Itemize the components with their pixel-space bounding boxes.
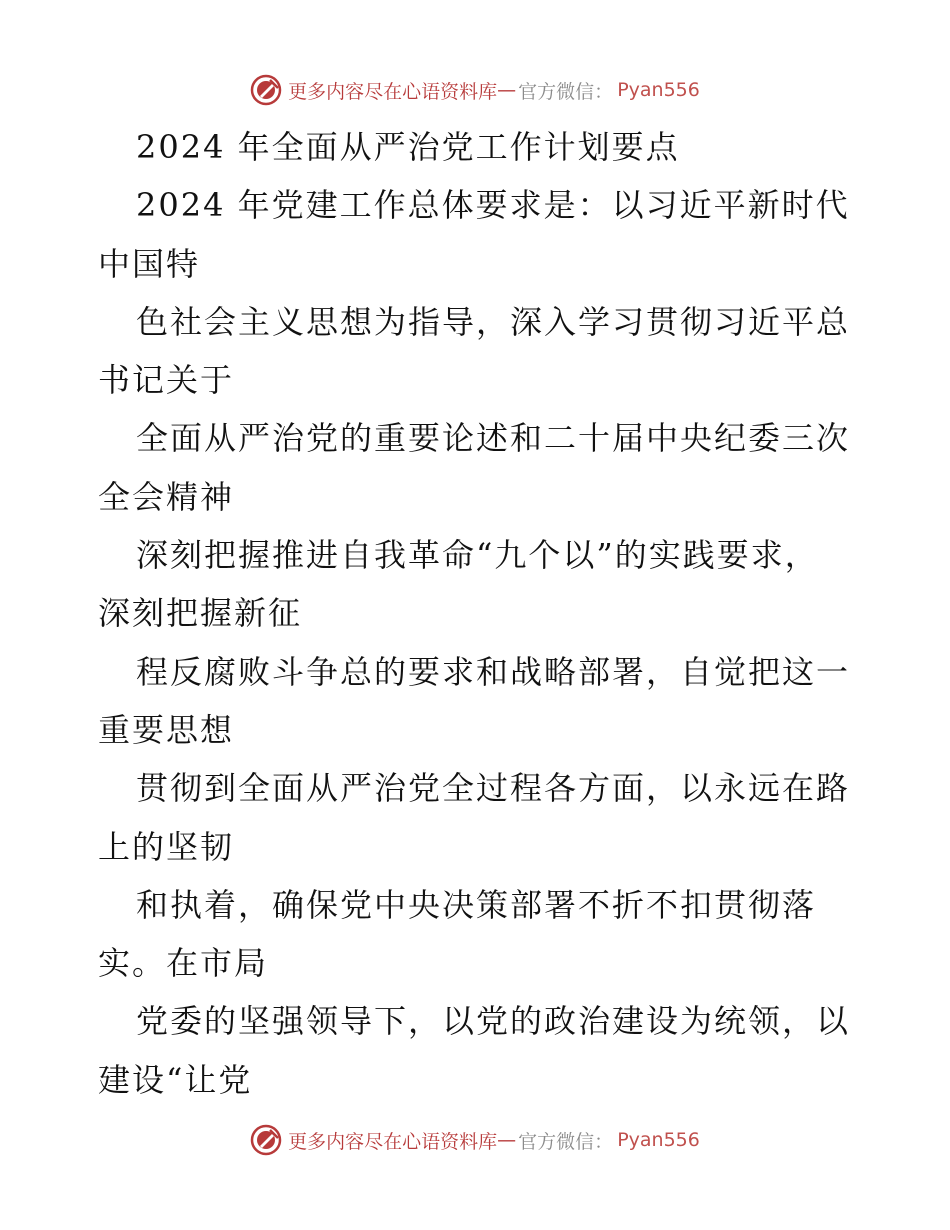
text-line: 建设“让党 xyxy=(98,1060,253,1099)
watermark-handle: Pyan556 xyxy=(617,79,700,101)
text-line: 中国特 xyxy=(98,244,201,283)
text-line: 上的坚韧 xyxy=(98,827,235,866)
pen-logo-icon xyxy=(250,1124,282,1156)
text-line: 党委的坚强领导下，以党的政治建设为统领，以 xyxy=(136,1002,851,1041)
text-line: 色社会主义思想为指导，深入学习贯彻习近平总 xyxy=(136,302,851,341)
document-body xyxy=(98,118,858,1109)
watermark-separator: — xyxy=(497,79,517,101)
watermark-header xyxy=(0,70,950,110)
watermark-footer xyxy=(0,1120,950,1160)
text-line: 全面从严治党的重要论述和二十届中央纪委三次 xyxy=(136,419,851,458)
watermark-text: 更多内容尽在心语资料库 xyxy=(288,80,498,103)
text-line: 和执着，确保党中央决策部署不折不扣贯彻落 xyxy=(136,885,817,924)
watermark-wechat-label: 官方微信： xyxy=(518,80,614,103)
text-line: 2024 年全面从严治党工作计划要点 xyxy=(136,128,680,166)
text-line: 贯彻到全面从严治党全过程各方面，以永远在路 xyxy=(136,769,851,808)
pen-logo-icon xyxy=(250,74,282,106)
watermark-separator: — xyxy=(497,1129,517,1151)
text-line: 深刻把握新征 xyxy=(98,594,303,633)
watermark-wechat-label: 官方微信： xyxy=(518,1130,614,1153)
text-line: 实。在市局 xyxy=(98,944,269,983)
watermark-handle: Pyan556 xyxy=(617,1129,700,1151)
text-line: 深刻把握推进自我革命“九个以”的实践要求， xyxy=(136,536,819,575)
watermark-text: 更多内容尽在心语资料库 xyxy=(288,1130,498,1153)
text-line: 程反腐败斗争总的要求和战略部署，自觉把这一 xyxy=(136,652,851,691)
text-line: 重要思想 xyxy=(98,710,235,749)
text-line: 全会精神 xyxy=(98,477,235,516)
text-line: 书记关于 xyxy=(98,361,235,400)
text-line: 2024 年党建工作总体要求是：以习近平新时代 xyxy=(136,186,850,225)
